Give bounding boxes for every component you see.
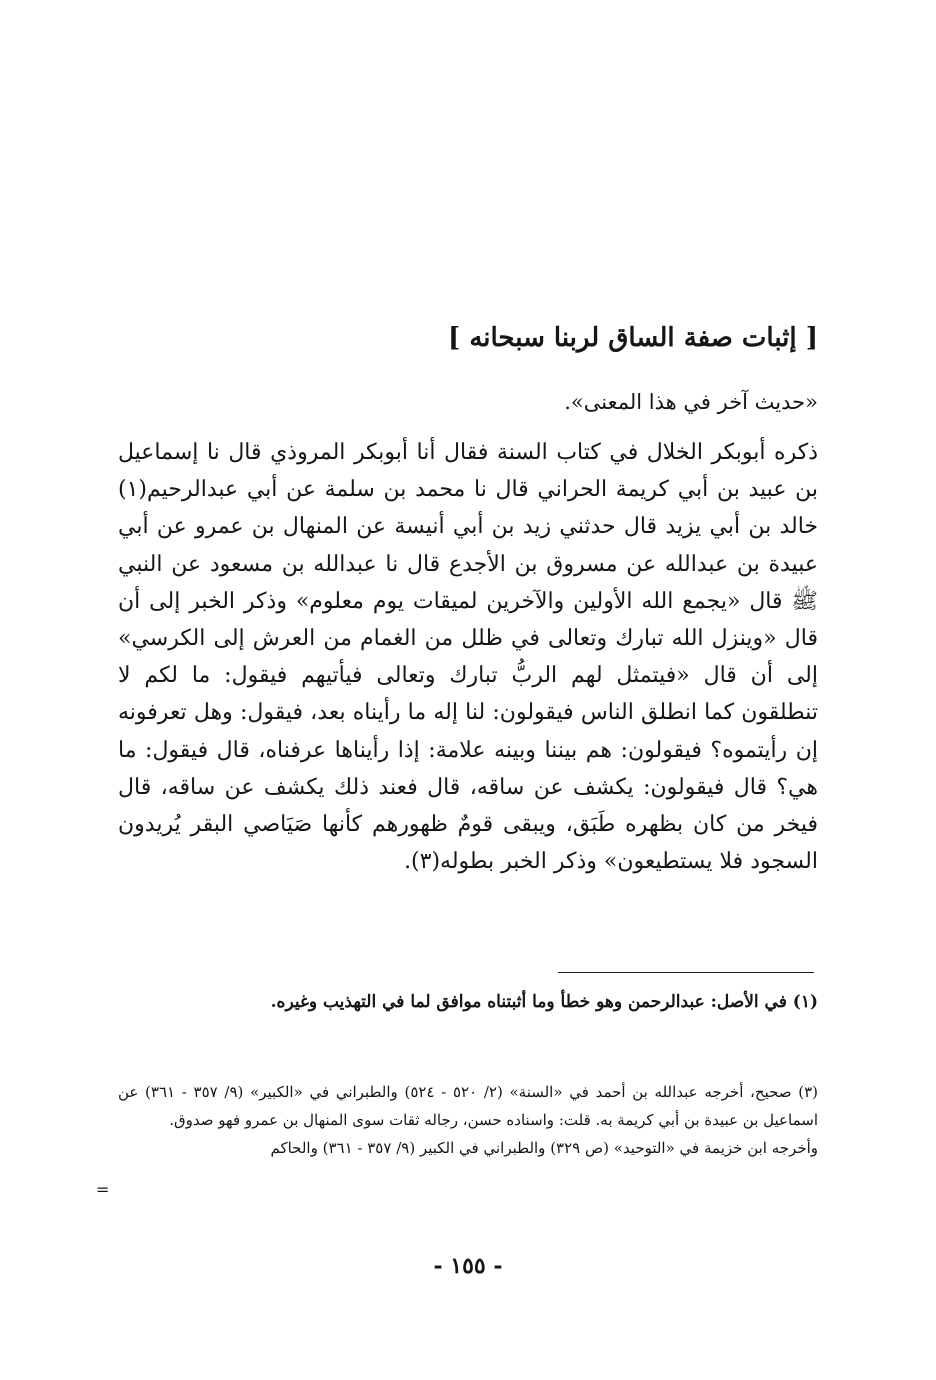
footnote-3-text: (٣) صحيح، أخرجه عبدالله بن أحمد في «السنة» (٢/ ٥٢٠ - ٥٢٤) والطبراني في «الكبير» (٩/ ٣٥٧ - ٣٦١) عن اسماعيل بن عبيدة بن أبي كريمة به. قلت: واسناده حسن، رجاله ثقات سوى المنهال بن عمرو فهو صدوق. xyxy=(118,1083,818,1129)
footnote-3 xyxy=(118,1078,818,1162)
footnote-divider xyxy=(558,972,814,973)
footnote-1: (١) في الأصل: عبدالرحمن وهو خطأ وما أثبتناه موافق لما في التهذيب وغيره. xyxy=(270,992,818,1012)
section-heading: [ إثبات صفة الساق لربنا سبحانه ] xyxy=(447,323,818,353)
page-number: - ١٥٥ - xyxy=(433,1253,503,1279)
continuation-mark: = xyxy=(96,1180,110,1199)
footnote-3-continuation: وأخرجه ابن خزيمة في «التوحيد» (ص ٣٢٩) والطبراني في الكبير (٩/ ٣٥٧ - ٣٦١) والحاكم xyxy=(270,1139,818,1157)
main-paragraph: ذكره أبوبكر الخلال في كتاب السنة فقال أنا أبوبكر المروذي قال نا إسماعيل بن عبيد بن أبي كريمة الحراني قال نا محمد بن سلمة عن أبي عبدالرحيم(١) خالد بن أبي يزيد قال حدثني زيد بن أبي أنيسة عن المنهال بن عمرو عن أبي عبيدة بن عبدالله عن مسروق بن الأجدع قال نا عبدالله بن مسعود عن النبي ﷺ قال «يجمع الله الأولين والآخرين لميقات يوم معلوم» وذكر الخبر إلى أن قال «وينزل الله تبارك وتعالى في ظلل من الغمام من العرش إلى الكرسي» إلى أن قال «فيتمثل لهم الربُّ تبارك وتعالى فيأتيهم فيقول: ما لكم لا تنطلقون كما انطلق الناس فيقولون: لنا إله ما رأيناه بعد، فيقول: وهل تعرفونه إن رأيتموه؟ فيقولون: هم بيننا وبينه علامة: إذا رأيناها عرفناه، قال فيقول: ما هي؟ قال فيقولون: يكشف عن ساقه، قال فعند ذلك يكشف عن ساقه، قال فيخر من كان بظهره طَبَق، ويبقى قومٌ ظهورهم كأنها صَيَاصي البقر يُريدون السجود فلا يستطيعون» وذكر الخبر بطوله(٣). xyxy=(118,440,818,875)
main-text-block xyxy=(118,434,818,880)
intro-line: «حديث آخر في هذا المعنى». xyxy=(564,390,818,414)
